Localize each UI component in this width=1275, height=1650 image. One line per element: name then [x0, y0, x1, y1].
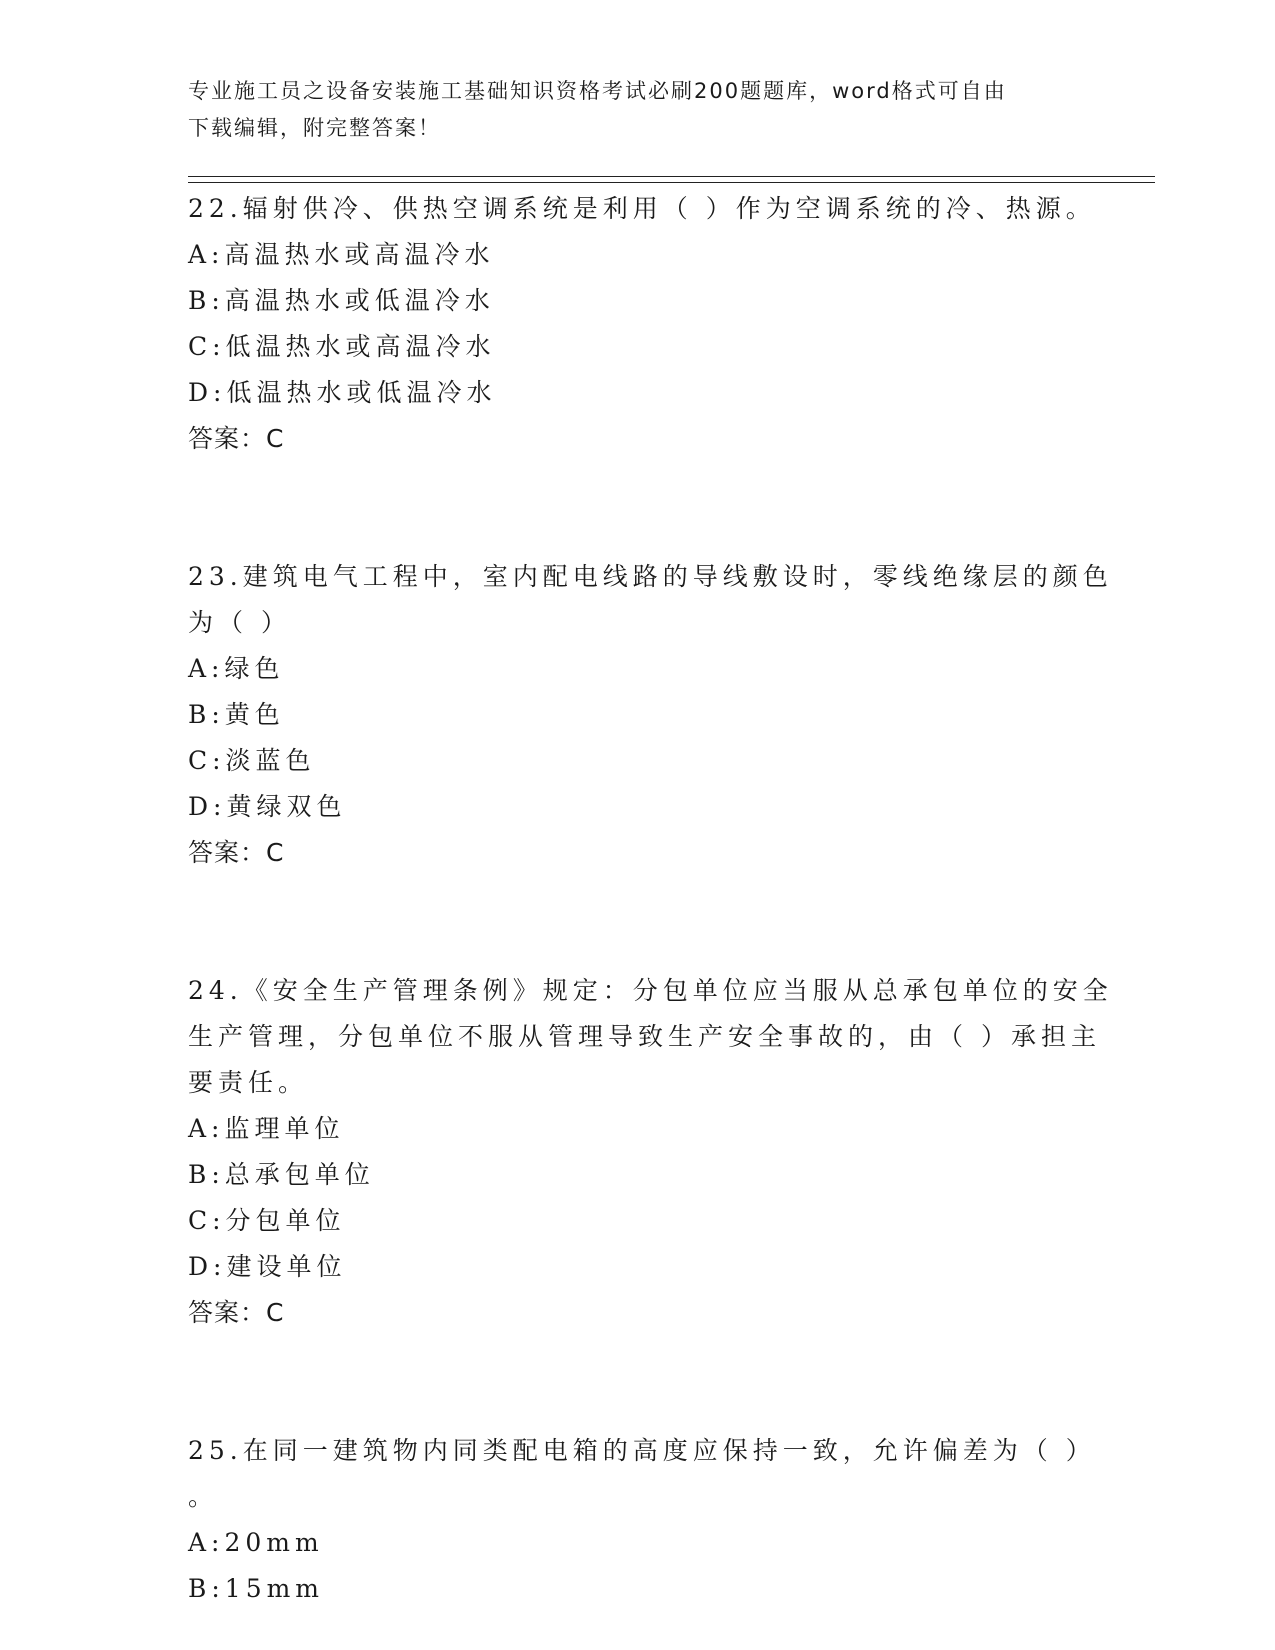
answer-label: 答案：C: [188, 838, 285, 867]
option-b: B:高温热水或低温冷水: [188, 286, 495, 315]
header-line-1: 专业施工员之设备安装施工基础知识资格考试必刷200题题库，word格式可自由: [188, 79, 1007, 103]
question-spacer: [188, 876, 1088, 968]
header-line-2: 下载编辑，附完整答案！: [188, 116, 441, 140]
option-a: A:绿色: [188, 654, 285, 683]
question-25: [188, 1428, 1096, 1612]
question-spacer: [188, 462, 1088, 554]
option-d: D:低温热水或低温冷水: [188, 378, 497, 407]
question-stem-continued: 。: [188, 1482, 219, 1511]
option-c: C:低温热水或高温冷水: [188, 332, 496, 361]
question-stem: 25.在同一建筑物内同类配电箱的高度应保持一致，允许偏差为（ ）: [188, 1436, 1096, 1465]
question-22: [188, 186, 1096, 462]
question-list: [188, 186, 1113, 1612]
question-stem-continued: 要责任。: [188, 1068, 309, 1097]
question-stem: 22.辐射供冷、供热空调系统是利用（ ）作为空调系统的冷、热源。: [188, 194, 1096, 223]
question-23: [188, 554, 1113, 876]
header-rule-top: [188, 176, 1155, 177]
answer-label: 答案：C: [188, 424, 285, 453]
option-d: D:黄绿双色: [188, 792, 347, 821]
option-c: C:分包单位: [188, 1206, 346, 1235]
question-stem: 24.《安全生产管理条例》规定：分包单位应当服从总承包单位的安全: [188, 976, 1113, 1005]
option-d: D:建设单位: [188, 1252, 347, 1281]
question-stem-continued: 为（ ）: [188, 608, 291, 637]
option-b: B:15mm: [188, 1574, 325, 1603]
option-c: C:淡蓝色: [188, 746, 316, 775]
option-b: B:总承包单位: [188, 1160, 375, 1189]
option-a: A:监理单位: [188, 1114, 345, 1143]
option-a: A:20mm: [188, 1528, 324, 1557]
answer-label: 答案：C: [188, 1298, 285, 1327]
header-rule-bottom: [188, 182, 1155, 183]
question-stem: 23.建筑电气工程中，室内配电线路的导线敷设时，零线绝缘层的颜色: [188, 562, 1113, 591]
question-spacer: [188, 1336, 1088, 1428]
option-a: A:高温热水或高温冷水: [188, 240, 495, 269]
question-24: [188, 968, 1113, 1336]
option-b: B:黄色: [188, 700, 285, 729]
document-header: [188, 73, 1068, 147]
question-stem-continued: 生产管理，分包单位不服从管理导致生产安全事故的，由（ ）承担主: [188, 1022, 1101, 1051]
